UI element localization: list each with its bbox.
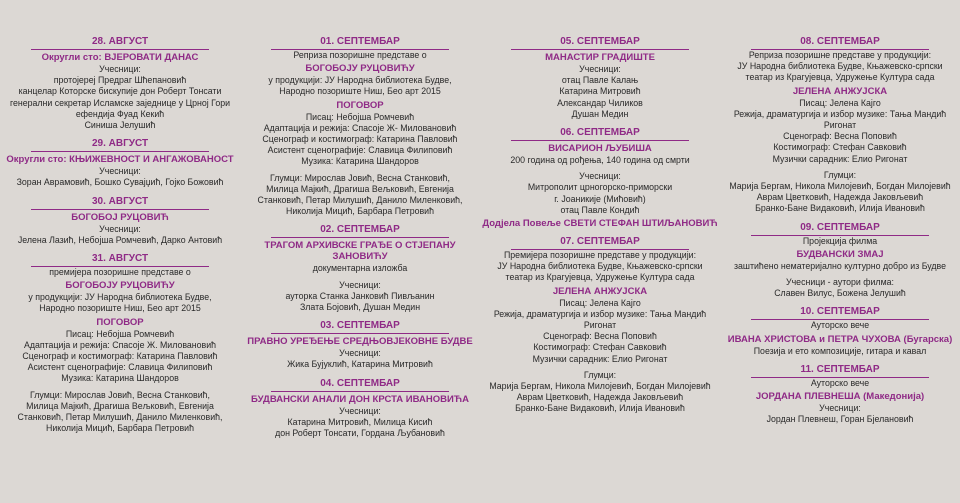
event-detail-line: Глумци: [583,369,617,380]
event-block [0,196,240,246]
event-detail-line: ауторка Станка Јанковић Пивљанин [285,290,435,301]
event-detail-line: Учесници: [819,403,861,414]
event-detail-line: Учесници: [339,405,381,416]
event-detail-line: Николија Мицић, Барбара Петровић [46,423,194,434]
event-detail-line: дон Роберт Тонсати, Гордана Љубановић [275,428,445,439]
event-title: БОГОБОЈ РУЦОВИЋ [71,211,169,223]
event-date: 28. АВГУСТ [31,36,209,50]
event-detail-line: Јелена Лазић, Небојша Ромчевић, Дарко Антовић [17,234,223,245]
event-detail-line: Катарина Митровић, Милица Кисић [287,416,433,427]
event-detail-line: Славен Вилус, Божена Јелушић [774,288,906,299]
event-detail-line: Сценограф: Весна Поповић [783,131,897,142]
event-date: 30. АВГУСТ [31,196,209,210]
event-block [720,36,960,215]
event-detail-line: Режија, драматургија и избор музике: Тања Мандић [733,108,947,119]
event-detail-line: Катарина Митровић [559,86,641,97]
event-detail-line: Глумци: [823,169,857,180]
event-block [0,253,240,434]
event-detail-line: у продукцији: ЈУ Народна библиотека Будве, [268,75,452,86]
event-detail-line: Народно позориште Ниш, Беo арт 2015 [39,303,201,314]
event-detail-line: Милица Мајкић, Драгиша Вељковић, Евгенија [266,183,454,194]
event-detail-line: Писац: Небојша Ромчевић [65,328,175,339]
event-title: ЈОРДАНА ПЛЕВНЕША (Македонија) [755,391,925,403]
event-detail-line: Учесници: [579,64,621,74]
event-title: ЈЕЛЕНА АНЖУЈСКА [792,85,888,97]
event-date: 02. СЕПТЕМБАР [271,224,449,238]
event-title: БОГОБОЈУ РУЦОВИЋУ [305,63,415,75]
event-block [0,138,240,188]
event-detail-line: Учесници: [99,223,141,234]
event-detail-line: Марија Бергам, Никола Милојевић, Богдан Милојевић [489,381,711,392]
event-block [480,36,720,120]
event-detail-line: Музика: Катарина Шандоров [61,373,179,384]
event-detail-line: Митрополит црногорско-приморски [527,182,673,193]
event-detail-line: протојереј Предраг Шћепановић [53,75,187,86]
program-column-4 [720,36,960,432]
event-detail-line: канцелар Которске бискупије дон Роберт Тонсати [18,86,222,97]
event-detail-line: Режија, драматургија и избор музике: Тања Мандић [493,308,707,319]
event-intro-line: ЈУ Народна библиотека Будве, Књажевско-српски [737,61,943,72]
event-detail-line: Аврам Цветковић, Надежда Јаковљевић [756,192,924,203]
event-detail-line: Аврам Цветковић, Надежда Јаковљевић [516,392,684,403]
event-intro-line: театар из Крагујевца, Удружење Култура сада [745,72,935,83]
event-intro-line: Ауторско вече [810,377,870,388]
event-date: 01. СЕПТЕМБАР [271,36,449,50]
program-column-3 [480,36,720,422]
program-column-2 [240,36,480,446]
program-column-1 [0,36,240,441]
event-detail-line: Учесници: [579,171,621,182]
event-date: 31. АВГУСТ [31,253,209,267]
event-date: 29. АВГУСТ [31,138,209,152]
event-detail-line: Учесници - аутори филма: [786,277,894,288]
event-block [720,306,960,356]
event-detail-line: Злата Бојовић, Душан Медин [299,302,421,313]
event-detail-line: Музички сарадник: Елио Ригонат [532,353,668,364]
event-block [720,222,960,300]
event-detail-line: Костимограф: Стефан Савковић [773,142,907,153]
event-block [0,36,240,131]
event-title: ИВАНА ХРИСТОВА и ПЕТРА ЧУХОВА (Бугарска) [727,333,953,345]
event-detail-line: Душан Медин [571,108,629,119]
event-detail-line: Сценограф и костимограф: Катарина Павловић [262,134,458,145]
event-title: БУДВАНСКИ АНАЛИ ДОН КРСТА ИВАНОВИЋА [251,393,469,405]
event-date: 10. СЕПТЕМБАР [751,306,929,320]
event-detail-line: г. Јоаникије (Мићовић) [554,193,646,204]
event-block [480,236,720,415]
event-detail-line: документарна изложба [312,263,408,274]
event-detail-line: Учесници: [339,348,381,359]
event-block [240,378,480,440]
event-detail-line: отац Павле Калањ [561,75,639,86]
event-detail-line: Поезија и ето композиције, гитара и кавал [753,345,927,356]
event-block [720,364,960,426]
event-block [240,320,480,370]
event-subtitle: ПОГОВОР [96,316,144,328]
event-detail-line: Синиша Јелушић [84,120,156,131]
event-title: Округли сто: КЊИЖЕВНОСТ И АНГАЖОВАНОСТ [6,154,234,166]
event-block [240,224,480,313]
event-title: БУДВАНСКИ ЗМАЈ [796,248,884,260]
event-intro-line: театар из Крагујевца, Удружење Култура сада [505,272,695,283]
event-detail-line: Учесници: [339,279,381,290]
event-title: МАНАСТИР ГРАДИШТЕ [545,52,655,63]
event-detail-line: Станковић, Петар Милушић, Данило Миленковић, [17,412,223,423]
event-intro-line: Премијера позоришне представе у продукцији: [503,250,697,261]
event-intro-line: Репризa позоришне представе у продукцији: [748,50,932,60]
event-title: Округли сто: ВЈЕРОВАТИ ДАНАС [41,52,199,63]
event-intro-line: Ауторско вече [810,320,870,331]
event-date: 05. СЕПТЕМБАР [511,36,689,50]
event-detail-line: Александар Чиликов [557,97,643,108]
event-detail-line: отац Павле Кондић [560,204,640,215]
event-intro-line: ЈУ Народна библиотека Будве, Књажевско-српски [497,261,703,272]
event-title: ТРАГОМ АРХИВСКЕ ГРАЂЕ О СТЈЕПАНУ ЗАНОВИЋУ [264,240,456,263]
event-detail-line: Адаптација и режија: Спасоје Ж- Миловановић [263,122,457,133]
event-detail-line: Писац: Небојша Ромчевић [305,111,415,122]
event-detail-line: Учесници: [99,166,141,177]
event-detail-line: Милица Мајкић, Драгиша Вељковић, Евгенија [26,400,214,411]
event-subtitle: ПОГОВОР [336,99,384,111]
event-title: ВИСАРИОН ЉУБИША [548,143,652,155]
event-detail-line: Сценограф и костимограф: Катарина Павловић [22,351,218,362]
event-date: 03. СЕПТЕМБАР [271,320,449,334]
event-block [480,127,720,229]
event-date: 11. СЕПТЕМБАР [751,364,929,378]
event-title: ПРАВНО УРЕЂЕЊЕ СРЕДЊОВЈЕКОВНЕ БУДВЕ [247,336,473,348]
event-title: БОГОБОЈУ РУЦОВИЋУ [65,280,175,292]
event-intro-line: Репризa позоришне представе о [293,50,427,60]
event-intro-line: премијера позоришне представе о [49,267,191,278]
event-detail-line: у продукцији: ЈУ Народна библиотека Будве, [28,292,212,303]
event-detail-line: заштићено нематеријално културно добро из Будве [734,260,946,271]
event-detail-line: Бранко-Бане Видаковић, Илија Ивановић [755,203,925,214]
event-date: 06. СЕПТЕМБАР [511,127,689,141]
event-title: ЈЕЛЕНА АНЖУЈСКА [552,285,648,297]
event-detail-line: Народно позориште Ниш, Беo арт 2015 [279,86,441,97]
event-intro-line: Пројекција филма [802,235,878,246]
event-detail-line: Зоран Аврамовић, Бошко Сувајџић, Гојко Божовић [16,177,224,188]
event-detail-line: Јордан Плевнеш, Горан Бјелановић [766,414,914,425]
event-detail-line: Николија Мицић, Барбара Петровић [286,206,434,217]
event-detail-line: Писац: Јелена Кајго [799,97,881,108]
event-detail-line: Бранко-Бане Видаковић, Илија Ивановић [515,403,685,414]
event-detail-line: генерални секретар Исламске заједнице у Црној Гори [9,97,231,108]
event-detail-line: Адаптација и режија: Спасоје Ж. Миловановић [23,339,217,350]
event-detail-line: Ригонат [823,120,857,131]
event-subtitle: Додјела Повеље СВЕТИ СТЕФАН ШТИЉАНОВИЋ [482,218,718,230]
event-detail-line: Сценограф: Весна Поповић [543,331,657,342]
event-date: 04. СЕПТЕМБАР [271,378,449,392]
event-date: 09. СЕПТЕМБАР [751,222,929,236]
event-detail-line: Музички сарадник: Елио Ригонат [772,153,908,164]
event-detail-line: 200 година од рођења, 140 година од смрти [510,155,690,166]
event-detail-line: Костимограф: Стефан Савковић [533,342,667,353]
event-detail-line: Писац: Јелена Кајго [559,297,641,308]
event-detail-line: Музика: Катарина Шандоров [301,156,419,167]
event-detail-line: Марија Бергам, Никола Милојевић, Богдан Милојевић [729,181,951,192]
event-detail-line: Асистент сценографије: Славица Филиповић [267,145,453,156]
event-detail-line: ефендија Фуад Кекић [75,108,165,119]
event-detail-line: Жика Бујуклић, Катарина Митровић [287,359,433,370]
event-detail-line: Глумци: Мирослав Јовић, Весна Станковић, [30,389,210,400]
event-date: 07. СЕПТЕМБАР [511,236,689,250]
event-block [240,36,480,217]
event-detail-line: Глумци: Мирослав Јовић, Весна Станковић, [270,172,450,183]
event-detail-line: Ригонат [583,320,617,331]
event-detail-line: Асистент сценографије: Славица Филиповић [27,362,213,373]
event-date: 08. СЕПТЕМБАР [751,36,929,50]
event-detail-line: Станковић, Петар Милушић, Данило Миленковић, [257,195,463,206]
event-detail-line: Учесници: [99,64,141,74]
